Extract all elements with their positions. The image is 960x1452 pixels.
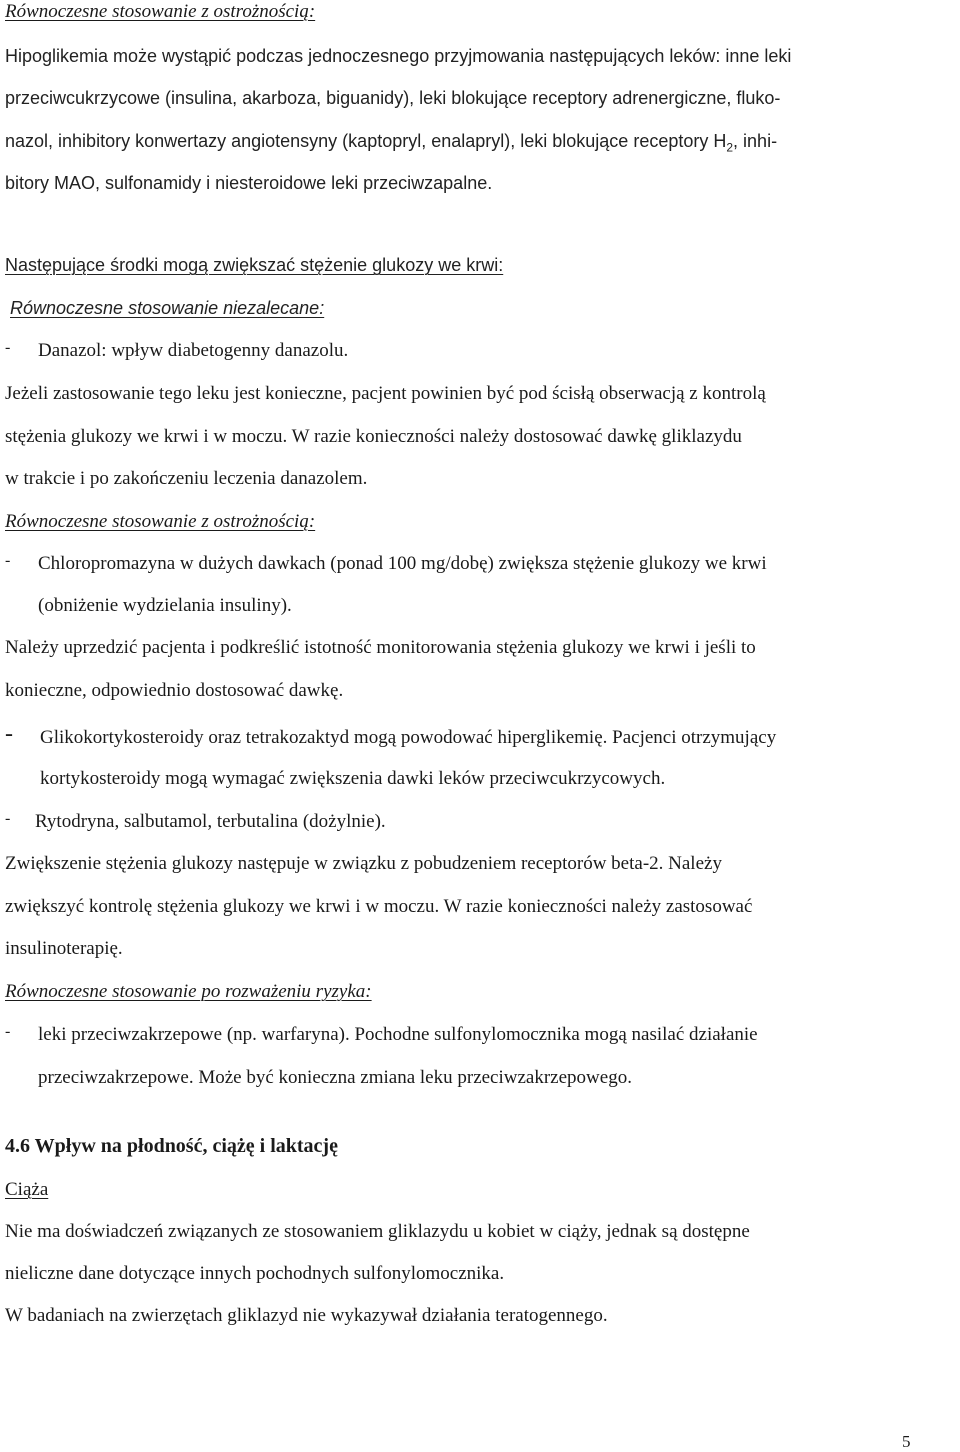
paragraph-line: w trakcie i po zakończeniu leczenia danazolem. xyxy=(5,468,368,489)
paragraph-line: stężenia glukozy we krwi i w moczu. W razie konieczności należy dostosować dawkę gliklazydu xyxy=(5,426,742,447)
page-number: 5 xyxy=(902,1432,911,1451)
paragraph-line: W badaniach na zwierzętach gliklazyd nie wykazywał działania teratogennego. xyxy=(5,1305,608,1326)
subheading-caution: Równoczesne stosowanie z ostrożnością: xyxy=(5,1,316,22)
list-item-continuation: kortykosteroidy mogą wymagać zwiększenia dawki leków przeciwcukrzycowych. xyxy=(40,768,666,789)
paragraph-line: Jeżeli zastosowanie tego leku jest konieczne, pacjent powinien być pod ścisłą obserwacją z kontrolą xyxy=(5,383,766,404)
paragraph-line: przeciwcukrzycowe (insulina, akarboza, biguanidy), leki blokujące receptory adrenergiczne, fluko- xyxy=(5,88,781,108)
subheading-not-recommended: Równoczesne stosowanie niezalecane: xyxy=(10,298,325,318)
list-dash: - xyxy=(5,1023,11,1040)
paragraph-line: konieczne, odpowiednio dostosować dawkę. xyxy=(5,680,344,701)
paragraph-line: Zwiększenie stężenia glukozy następuje w związku z pobudzeniem receptorów beta-2. Należy xyxy=(5,853,722,874)
paragraph-line: Nie ma doświadczeń związanych ze stosowaniem gliklazydu u kobiet w ciąży, jednak są dostępne xyxy=(5,1221,750,1242)
paragraph-line: Hipoglikemia może wystąpić podczas jednoczesnego przyjmowania następujących leków: inne leki xyxy=(5,46,792,66)
subheading-risk: Równoczesne stosowanie po rozważeniu ryzyka: xyxy=(5,981,372,1002)
list-dash: - xyxy=(5,339,11,356)
paragraph-line: insulinoterapię. xyxy=(5,938,123,959)
paragraph-line: zwiększyć kontrolę stężenia glukozy we krwi i w moczu. W razie konieczności należy zastosować xyxy=(5,896,753,917)
list-dash: - xyxy=(5,721,13,747)
paragraph-line: bitory MAO, sulfonamidy i niesteroidowe leki przeciwzapalne. xyxy=(5,173,493,193)
list-item: Glikokortykosteroidy oraz tetrakozaktyd mogą powodować hiperglikemię. Pacjenci otrzymujący xyxy=(40,727,777,748)
list-item: leki przeciwzakrzepowe (np. warfaryna). Pochodne sulfonylomocznika mogą nasilać działanie xyxy=(38,1024,758,1045)
paragraph-line: Należy uprzedzić pacjenta i podkreślić istotność monitorowania stężenia glukozy we krwi i jeśli to xyxy=(5,637,756,658)
list-item: Chloropromazyna w dużych dawkach (ponad 100 mg/dobę) zwiększa stężenie glukozy we krwi xyxy=(38,553,767,574)
list-item-continuation: przeciwzakrzepowe. Może być konieczna zmiana leku przeciwzakrzepowego. xyxy=(38,1067,632,1088)
section-heading: 4.6 Wpływ na płodność, ciążę i laktację xyxy=(5,1135,338,1157)
subheading-glucose: Następujące środki mogą zwiększać stężenie glukozy we krwi: xyxy=(5,255,504,275)
list-dash: - xyxy=(5,552,11,569)
list-item: Danazol: wpływ diabetogenny danazolu. xyxy=(38,340,349,361)
subscript: 2 xyxy=(726,140,734,155)
text-segment: nazol, inhibitory konwertazy angiotensyny (kaptopryl, enalapryl), leki blokujące receptory H xyxy=(5,131,727,151)
list-item: Rytodryna, salbutamol, terbutalina (dożylnie). xyxy=(35,811,386,832)
paragraph-line xyxy=(5,129,777,160)
list-item-continuation: (obniżenie wydzielania insuliny). xyxy=(38,595,292,616)
text-segment: , inhi- xyxy=(733,131,778,151)
subheading-pregnancy: Ciąża xyxy=(5,1179,49,1200)
list-dash: - xyxy=(5,810,11,827)
subheading-caution: Równoczesne stosowanie z ostrożnością: xyxy=(5,511,316,532)
paragraph-line: nieliczne dane dotyczące innych pochodnych sulfonylomocznika. xyxy=(5,1263,505,1284)
